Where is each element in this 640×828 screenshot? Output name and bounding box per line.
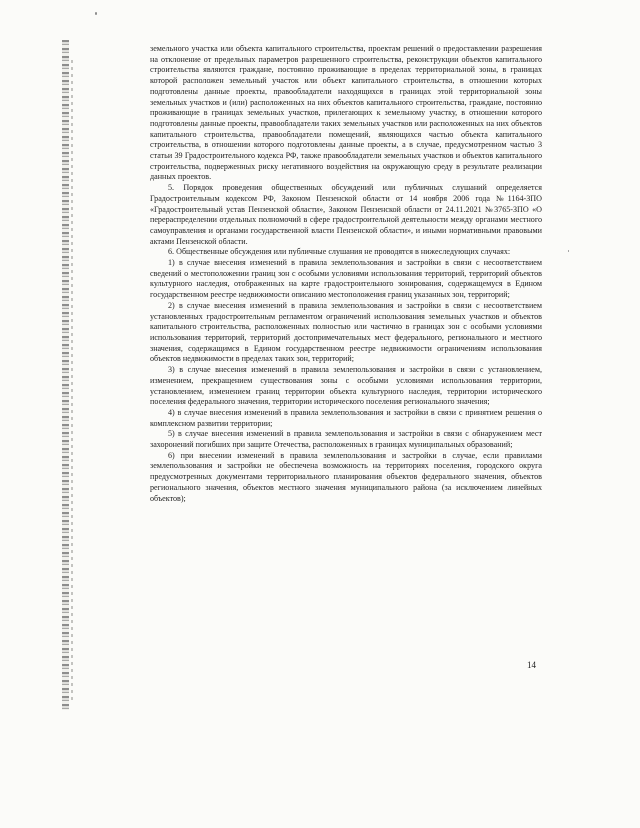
scan-speck [568, 250, 569, 252]
paragraph: 6. Общественные обсуждения или публичные слушания не проводятся в нижеследующих случаях: [168, 247, 511, 257]
paragraph: 2) в случае внесения изменений в правила землепользования и застройки в связи с несоответствием установленных градостроительным регламентом ограничений использования земельных участков и объектов капитального строительства, расположенных полностью или частично в границах зон с особыми условиями использования территорий, территорий достопримечательных мест федерального, регионального и местного значения, содержащимся в Едином государственном реестре недвижимости ограничениям использования объектов недвижимости в пределах таких зон, территорий; [150, 300, 542, 364]
page-number: 14 [527, 660, 536, 670]
paragraph: 1) в случае внесения изменений в правила землепользования и застройки в связи с несоответствием сведений о местоположении границ зон с особыми условиями использования территорий, территорий объектов культурного наследия, отображенных на карте градостроительного зонирования, содержащемуся в Едином государственном реестре недвижимости описанию местоположения границ указанных зон, территорий; [150, 258, 542, 300]
paragraph: 5. Порядок проведения общественных обсуждений или публичных слушаний определяется Градостроительным кодексом РФ, Законом Пензенской области от 14 ноября 2006 года №1164-ЗПО «Градостроительный устав Пензенской области», Законом Пензенской области от 24.11.2021 №3765-ЗПО «О перераспределении отдельных полномочий в сфере градостроительной деятельности между органами местного самоуправления и органами государственной власти Пензенской области», и иными нормативными правовыми актами Пензенской области. [150, 183, 542, 246]
paragraph: земельного участка или объекта капитального строительства, проектам решений о предоставлении разрешения на отклонение от предельных параметров разрешенного строительства, реконструкции объектов капитального строительства являются граждане, постоянно проживающие в пределах территориальной зоны, в границах которой расположен земельный участок или объект капитального строительства, в отношении которых подготовлены данные проекты, правообладатели находящихся в границах этой территориальной зоны земельных участков и (или) расположенных на них объектов капитального строительства, граждане, постоянно проживающие в границах земельных участков, прилегающих к земельному участку, в отношении которого подготовлены данные проекты, правообладатели таких земельных участков или расположенных на них объектов капитального строительства, правообладатели помещений, являющихся частью объекта капитального строительства, в отношении которого подготовлены данные проекты, а в случае, предусмотренном частью 3 статьи 39 Градостроительного кодекса РФ, также правообладатели земельных участков и объектов капитального строительства, подверженных риску негативного воздействия на окружающую среду в результате реализации данных проектов. [150, 44, 542, 182]
paragraph: 3) в случае внесения изменений в правила землепользования и застройки в связи с установлением, изменением, прекращением существования зоны с особыми условиями использования территории, установлением, изменением границ территории объекта культурного наследия, территории исторического поселения федерального значения, территории исторического поселения регионального значения; [150, 365, 542, 407]
scan-speck [95, 12, 97, 15]
document-body [150, 44, 542, 504]
paragraph: 6) при внесении изменений в правила землепользования и застройки в случае, если правилами землепользования и застройки не обеспечена возможность на территориях поселения, городского округа предусмотренных документами территориального планирования объектов федерального значения, объектов регионального значения, объектов местного значения муниципального района (за исключением линейных объектов); [150, 450, 542, 503]
scan-binding-shadow [71, 60, 73, 700]
paragraph: 4) в случае внесения изменений в правила землепользования и застройки в связи с принятием решения о комплексном развитии территории; [150, 407, 542, 428]
paragraph: 5) в случае внесения изменений в правила землепользования и застройки в связи с обнаружением мест захоронений погибших при защите Отечества, расположенных в границах муниципальных образований; [150, 429, 542, 450]
scan-binding-edge [62, 40, 69, 710]
